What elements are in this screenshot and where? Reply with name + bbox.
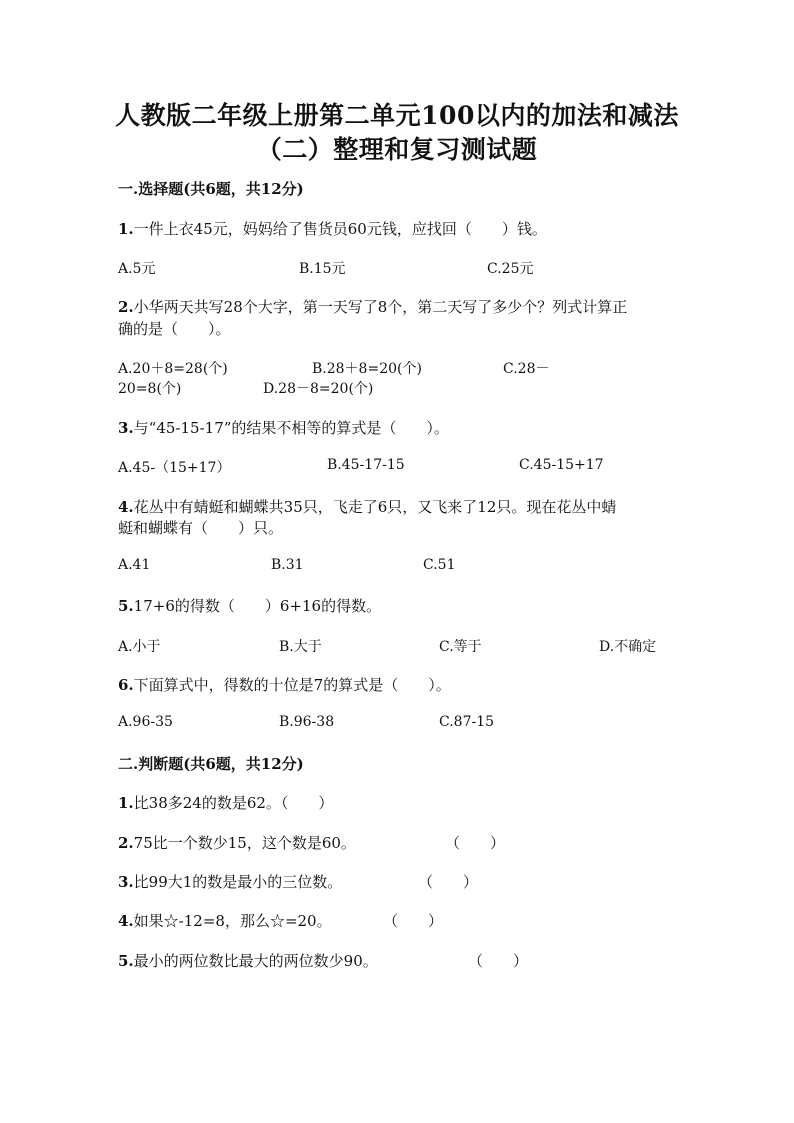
judgement-1	[118, 792, 333, 813]
q4-option-b: B.31	[271, 557, 304, 573]
q3-option-c: C.45-15+17	[519, 457, 604, 473]
q2-option-c-cont: 20=8(个)	[118, 381, 182, 397]
q1-option-c: C.25元	[487, 261, 534, 277]
question-number: 6.	[118, 676, 134, 694]
q6-option-a: A.96-35	[118, 714, 173, 730]
q5-option-b: B.大于	[279, 639, 322, 655]
question-number: 4.	[118, 498, 134, 516]
q2-option-a: A.20＋8=28(个)	[118, 361, 228, 377]
q2-option-b: B.28＋8=20(个)	[312, 361, 422, 377]
question-number: 1.	[118, 794, 134, 812]
q4-option-a: A.41	[118, 557, 151, 573]
question-text: 比38多24的数是62。（ ）	[133, 794, 334, 812]
judgement-2-bracket: （ ）	[445, 834, 506, 852]
question-number: 2.	[118, 298, 134, 316]
q5-option-d: D.不确定	[599, 639, 657, 655]
question-3	[118, 417, 449, 438]
question-number: 1.	[118, 220, 134, 238]
q4-option-c: C.51	[423, 557, 456, 573]
question-text: 75比一个数少15，这个数是60。	[133, 834, 356, 852]
question-2	[118, 296, 627, 317]
question-number: 5.	[118, 597, 134, 615]
question-number: 3.	[118, 419, 134, 437]
page-title-line1: 人教版二年级上册第二单元100以内的加法和减法	[115, 101, 679, 130]
q1-option-a: A.5元	[118, 261, 156, 277]
q6-option-c: C.87-15	[439, 714, 495, 730]
question-text: 下面算式中，得数的十位是7的算式是（ ）。	[133, 676, 451, 694]
question-1	[118, 218, 547, 239]
q1-option-b: B.15元	[299, 261, 346, 277]
question-6	[118, 674, 451, 695]
question-number: 4.	[118, 912, 134, 930]
q2-option-c: C.28－	[503, 361, 550, 377]
question-text: 如果☆-12=8，那么☆=20。	[133, 912, 332, 930]
q2-option-d: D.28－8=20(个)	[263, 381, 374, 397]
question-text: 与“45-15-17”的结果不相等的算式是（ ）。	[133, 419, 449, 437]
question-4	[118, 496, 616, 517]
page-title-line2: （二）整理和复习测试题	[256, 135, 538, 164]
judgement-3-bracket: （ ）	[418, 873, 479, 891]
judgement-5	[118, 950, 378, 971]
q3-option-b: B.45-17-15	[327, 457, 405, 473]
judgement-4	[118, 910, 332, 931]
judgement-5-bracket: （ ）	[468, 952, 529, 970]
question-text: 最小的两位数比最大的两位数少90。	[133, 952, 378, 970]
question-4-cont: 蜓和蝴蝶有（ ）只。	[118, 519, 284, 537]
q5-option-c: C.等于	[439, 639, 482, 655]
question-5	[118, 595, 381, 616]
judgement-2	[118, 832, 356, 853]
question-number: 5.	[118, 952, 134, 970]
judgement-3	[118, 871, 342, 892]
question-text: 一件上衣45元，妈妈给了售货员60元钱，应找回（ ）钱。	[133, 220, 547, 238]
question-2-cont: 确的是（ ）。	[118, 320, 231, 338]
question-text: 花丛中有蜻蜓和蝴蝶共35只，飞走了6只，又飞来了12只。现在花丛中蜻	[133, 498, 617, 516]
question-text: 小华两天共写28个大字，第一天写了8个，第二天写了多少个？列式计算正	[133, 298, 628, 316]
section2-heading: 二.判断题(共6题，共12分)	[118, 755, 304, 773]
section1-heading: 一.选择题(共6题，共12分)	[118, 180, 304, 198]
question-number: 2.	[118, 834, 134, 852]
q6-option-b: B.96-38	[279, 714, 335, 730]
question-text: 比99大1的数是最小的三位数。	[133, 873, 343, 891]
question-number: 3.	[118, 873, 134, 891]
q3-option-a: A.45-（15+17）	[118, 460, 231, 476]
judgement-4-bracket: （ ）	[383, 912, 444, 930]
question-text: 17+6的得数（ ）6+16的得数。	[133, 597, 382, 615]
q5-option-a: A.小于	[118, 639, 161, 655]
